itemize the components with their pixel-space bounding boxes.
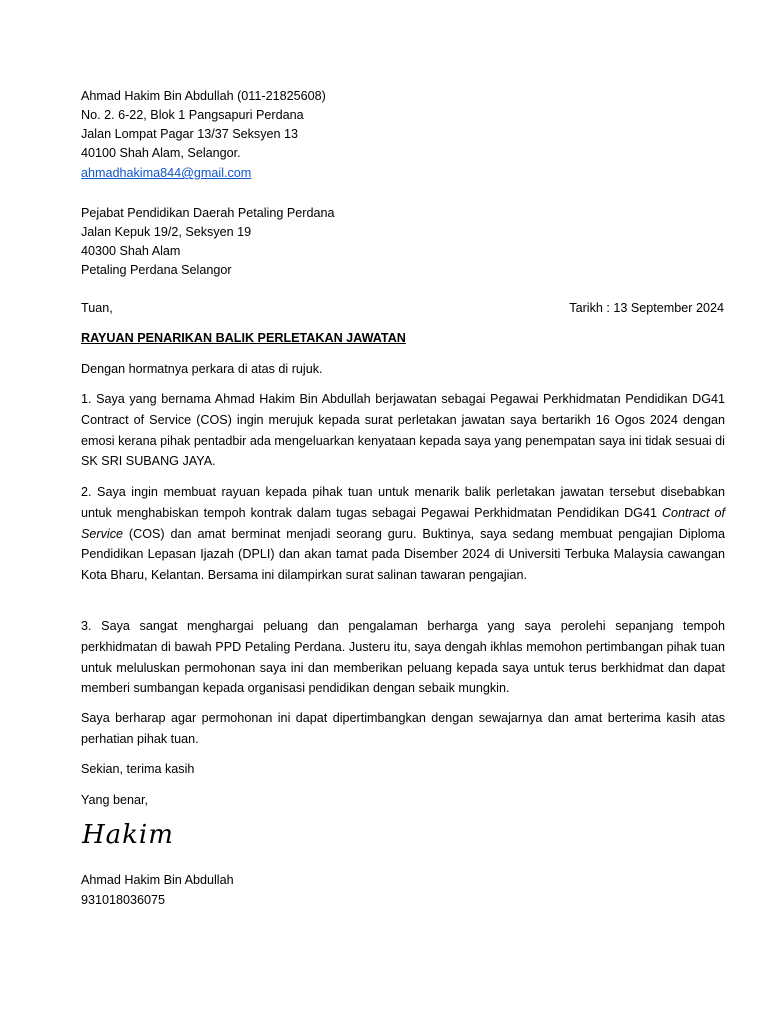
sender-address-line2: Jalan Lompat Pagar 13/37 Seksyen 13 bbox=[81, 127, 299, 141]
paragraph-3: 3. Saya sangat menghargai peluang dan pengalaman berharga yang saya perolehi sepanjang tempoh perkhidmatan di bawah PPD Petaling Perdana. Justeru itu, saya dengah ikhlas memohon pertimbangan pihak tuan untuk meluluskan permohonan saya ini dan memberikan peluang kepada saya untuk terus berkhidmat dan dapat memberi sumbangan kepada organisasi pendidikan dengan sebaik mungkin. bbox=[81, 619, 725, 696]
letter-date: Tarikh : 13 September 2024 bbox=[569, 301, 724, 315]
sender-name-phone: Ahmad Hakim Bin Abdullah (011-21825608) bbox=[81, 89, 326, 103]
closing-line: Sekian, terima kasih bbox=[81, 762, 195, 776]
letter-subject: RAYUAN PENARIKAN BALIK PERLETAKAN JAWATAN bbox=[81, 331, 406, 345]
signer-name: Ahmad Hakim Bin Abdullah bbox=[81, 873, 234, 887]
sender-address-line3: 40100 Shah Alam, Selangor. bbox=[81, 146, 241, 160]
signer-id: 931018036075 bbox=[81, 893, 166, 907]
salutation: Tuan, bbox=[81, 301, 113, 315]
sender-email-link[interactable]: ahmadhakima844@gmail.com bbox=[81, 166, 252, 180]
recipient-line1: Pejabat Pendidikan Daerah Petaling Perdana bbox=[81, 206, 335, 220]
paragraph-4: Saya berharap agar permohonan ini dapat dipertimbangkan dengan sewajarnya dan amat berterima kasih atas perhatian pihak tuan. bbox=[81, 711, 725, 746]
recipient-line3: 40300 Shah Alam bbox=[81, 244, 181, 258]
opening-line: Dengan hormatnya perkara di atas di rujuk. bbox=[81, 362, 323, 376]
recipient-line2: Jalan Kepuk 19/2, Seksyen 19 bbox=[81, 225, 252, 239]
closing-yang-benar: Yang benar, bbox=[81, 793, 148, 807]
paragraph-2-text-after: (COS) dan amat berminat menjadi seorang guru. Buktinya, saya sedang membuat pengajian Diploma Pendidikan Lepasan Ijazah (DPLI) dan akan tamat pada Disember 2024 di Universiti Terbuka Malaysia cawangan Kota Bharu, Kelantan. Bersama ini dilampirkan surat salinan tawaran pengajian. bbox=[81, 526, 725, 583]
recipient-line4: Petaling Perdana Selangor bbox=[81, 263, 232, 277]
handwritten-signature: Hakim bbox=[82, 820, 174, 850]
sender-address-line1: No. 2. 6-22, Blok 1 Pangsapuri Perdana bbox=[81, 108, 304, 122]
paragraph-1: 1. Saya yang bernama Ahmad Hakim Bin Abdullah berjawatan sebagai Pegawai Perkhidmatan Pendidikan DG41 Contract of Service (COS) ingin merujuk kepada surat perletakan jawatan saya bertarikh 16 Ogos 2024 dengan emosi kerana pihak pentadbir ada mengeluarkan kenyataan kepada saya yang penempatan saya ini tidak sesuai di SK SRI SUBANG JAYA. bbox=[81, 392, 725, 469]
paragraph-2 bbox=[81, 482, 725, 586]
paragraph-2-italic: Contract of Service bbox=[81, 505, 725, 541]
paragraph-2-text-before: 2. Saya ingin membuat rayuan kepada pihak tuan untuk menarik balik perletakan jawatan tersebut disebabkan untuk menghabiskan tempoh kontrak dalam tugas sebagai Pegawai Perkhidmatan Pendidikan DG41 bbox=[81, 485, 725, 520]
